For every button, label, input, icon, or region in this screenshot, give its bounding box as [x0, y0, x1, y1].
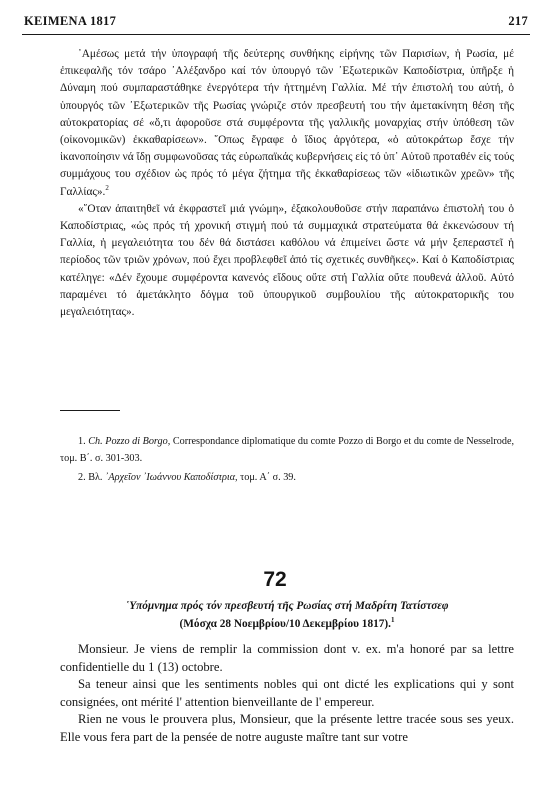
footnote-1-author: Ch. Pozzo di Borgo,	[88, 436, 171, 447]
document-title: ῾Υπόμνημα πρός τόν πρεσβευτή τῆς Ρωσίας στή Μαδρίτη Τατίστσεφ	[125, 600, 449, 612]
footnote-1-number: 1.	[78, 436, 86, 447]
footnote-2	[60, 469, 514, 486]
greek-paragraph-2	[60, 201, 514, 321]
footnote-rule	[60, 410, 120, 411]
page-number: 217	[508, 14, 528, 28]
greek-commentary	[60, 46, 514, 321]
french-letter	[60, 641, 514, 747]
footnote-1	[60, 433, 514, 467]
french-paragraph-2: Sa teneur ainsi que les sentiments nobles qui ont dicté les explications qui y sont consignées, ont mérité l' attention bienveillante de l' empereur.	[60, 677, 514, 709]
greek-paragraph-1	[60, 46, 514, 201]
footnote-2-author: ᾿Αρχεῖον ᾿Ιωάννου Καποδίστρια,	[105, 472, 238, 483]
document-date	[60, 616, 514, 633]
footnote-ref-2: 2	[105, 183, 109, 192]
greek-paragraph-2-text: «῞Οταν ἀπαιτηθεῖ νά ἐκφραστεῖ μιά γνώμη», ἐξακολουθοῦσε στήν παραπάνω ἐπιστολή του ὁ Καποδίστριας, «ὡς πρός τή χρονική στιγμή πού τά συμμαχικά στρατεύματα θά ἐκκενώσουν τή Γαλλία, ἡ μεγαλειότητα του δέν θά διστάσει καθόλου νά ἐπιμείνει ὥστε νά μήν ξεπεραστεῖ ἡ περίοδος τῶν τριῶν χρόνων, πού ἔχει προβλεφθεῖ ἀπό τίς σχετικές συνθῆκες». Καί ὁ Καποδίστριας κατέληγε: «Δέν ἔχουμε συμφέροντα κανενός εἴδους οὔτε στή Γαλλία οὔτε πουθενά ἀλλοῦ. Αὐτό παραμένει τό ἀμετάκλητο δόγμα τοῦ ὑπουργικοῦ συμβουλίου τῆς αὐτοκρατορικῆς του μεγαλειότητας».	[60, 202, 514, 319]
footnote-1-text: Correspondance diplomatique du comte Pozzo di Borgo et du comte de Nesselrode, τομ. Β΄. σ. 301-303.	[60, 436, 515, 464]
footnote-2-text: τομ. Α΄ σ. 39.	[240, 472, 296, 483]
running-head	[24, 14, 528, 34]
footnote-ref-1: 1	[390, 616, 395, 625]
french-paragraph-3: Rien ne vous le prouvera plus, Monsieur, que la présente lettre tracée sous ses yeux. Elle vous fera part de la pensée de notre auguste maître tant sur votre	[60, 712, 514, 744]
running-head-title: ΚΕΙΜΕΝΑ 1817	[24, 14, 117, 28]
document-date-text: (Μόσχα 28 Νοεμβρίου/10 Δεκεμβρίου 1817).	[179, 618, 391, 630]
greek-paragraph-1-text: ᾿Αμέσως μετά τήν ὑπογραφή τῆς δεύτερης συνθήκης εἰρήνης τῶν Παρισίων, ἡ Ρωσία, μέ ἐπικεφαλῆς τόν τσάρο ᾿Αλέξανδρο καί τόν ὑπουργό τῶν ᾿Εξωτερικῶν Καποδίστρια, ὑπῆρξε ἡ Δύναμη πού συμπαραστάθηκε ἐνεργότερα τήν ἡττημένη Γαλλία. Μέ τήν ἐπιστολή του αὐτή, ὁ ὑπουργός τῶν ᾿Εξωτερικῶν τῆς Ρωσίας γνώριζε στόν πρεσβευτή του τήν ἀμετακίνητη θέση τῆς αὐτοκρατορίας σέ «ὅ,τι ἀφοροῦσε στά συμφέροντα τῆς γαλλικῆς μοναρχίας στήν ὑπόθεση τῶν (οἰκονομικῶν) ἐκκαθαρίσεων». ῞Οπως ἔγραφε ὁ ἴδιος ἀργότερα, «ὁ αὐτοκράτωρ ἔσχε τήν ἱκανοποίησιν νά ἴδῃ συμφωνοῦσας τάς εὐρωπαϊκάς κυβερνήσεις εἰς τό ὑπ᾿ Αὐτοῦ προταθέν εἰς τούς συμμάχους του σχέδιον ὡς πρός τό μέγα ζήτημα τῆς ἐκκαθαρίσεως τῶν «ἰδιωτικῶν χρεῶν» τῆς Γαλλίας».	[60, 48, 514, 198]
footnote-2-number: 2. Βλ.	[78, 472, 103, 483]
french-paragraph-1: Monsieur. Je viens de remplir la commission dont v. ex. m'a honoré par sa lettre confidentielle du 1 (13) octobre.	[60, 642, 514, 674]
footnotes	[60, 433, 514, 486]
document-number: 72	[263, 568, 287, 591]
header-rule	[22, 34, 530, 35]
